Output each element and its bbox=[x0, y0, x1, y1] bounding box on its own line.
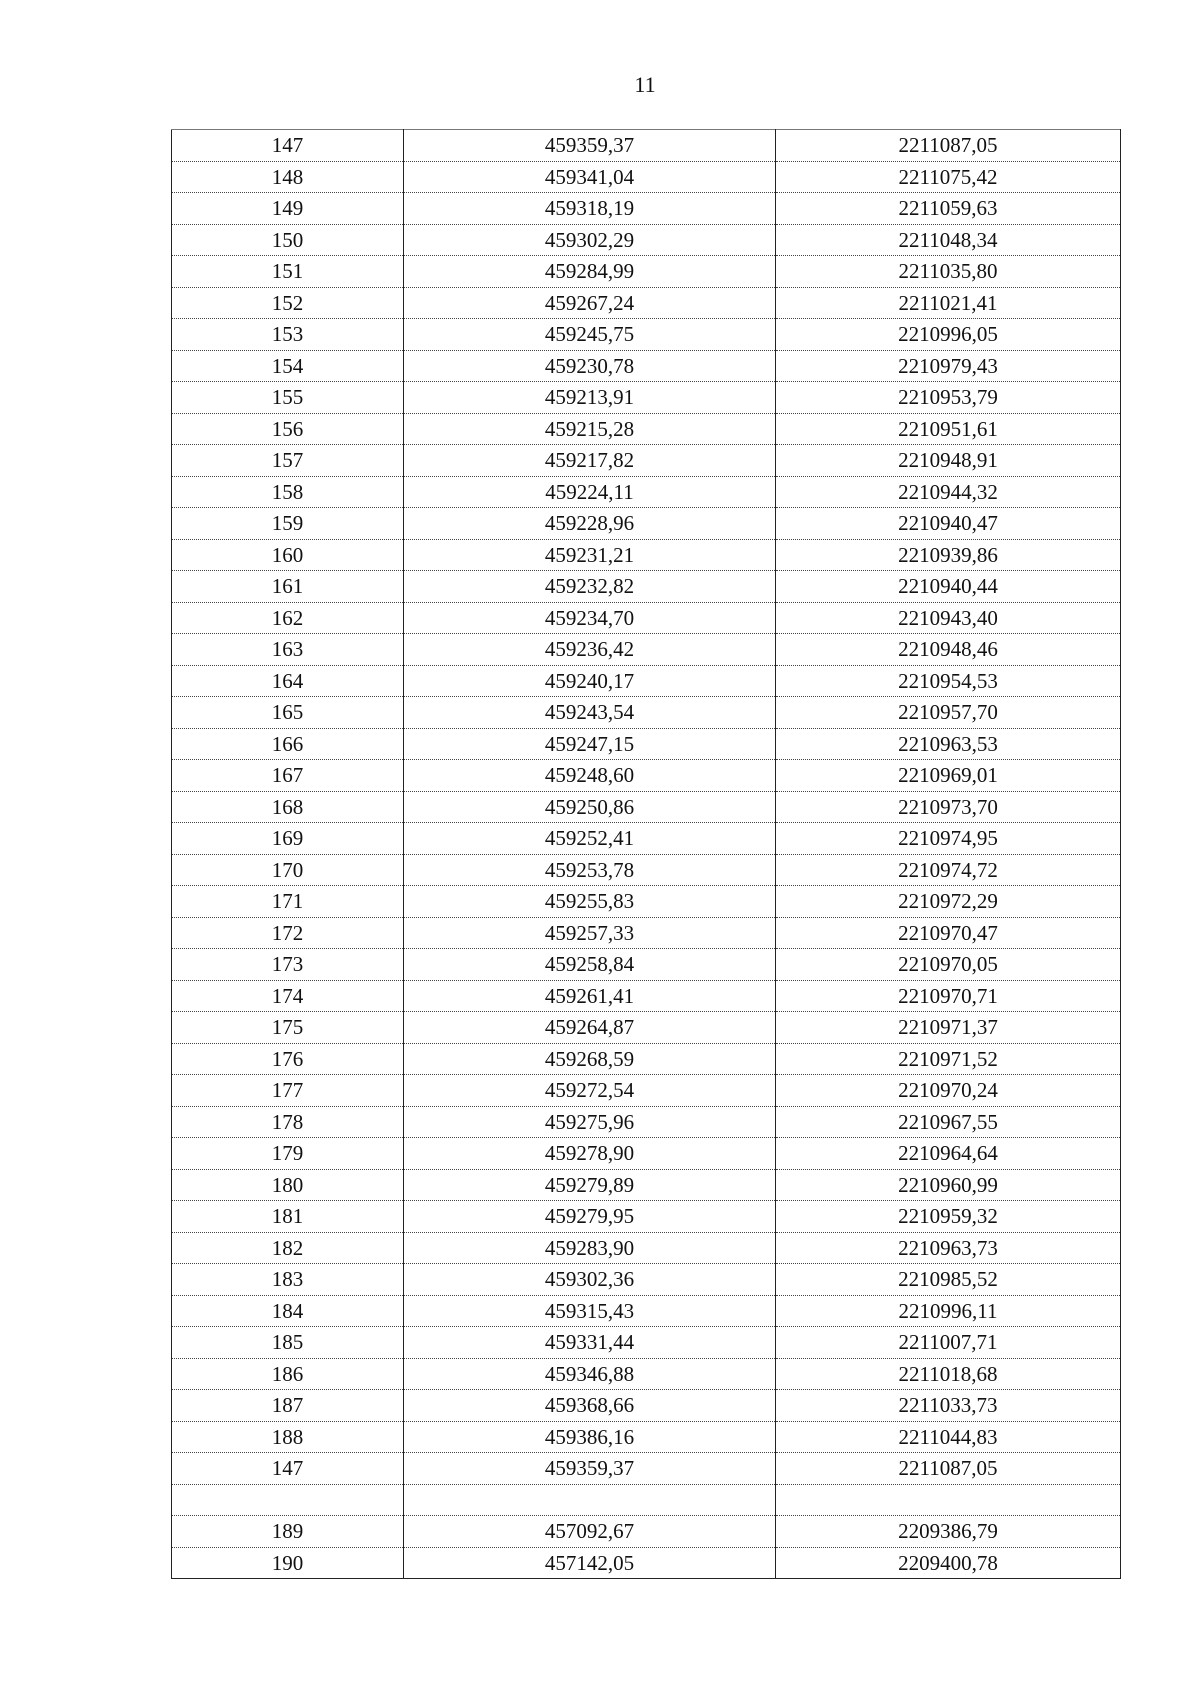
point-number-cell: 170 bbox=[172, 854, 404, 886]
x-coordinate-cell: 459331,44 bbox=[404, 1327, 776, 1359]
table-row bbox=[172, 823, 1121, 855]
x-coordinate-cell: 459275,96 bbox=[404, 1106, 776, 1138]
y-coordinate-cell: 2211007,71 bbox=[776, 1327, 1121, 1359]
point-number-cell: 183 bbox=[172, 1264, 404, 1296]
y-coordinate-cell: 2210972,29 bbox=[776, 886, 1121, 918]
x-coordinate-cell: 459243,54 bbox=[404, 697, 776, 729]
point-number-cell: 157 bbox=[172, 445, 404, 477]
point-number-cell: 181 bbox=[172, 1201, 404, 1233]
table-row bbox=[172, 1421, 1121, 1453]
x-coordinate-cell: 459278,90 bbox=[404, 1138, 776, 1170]
x-coordinate-cell: 459247,15 bbox=[404, 728, 776, 760]
y-coordinate-cell: 2210953,79 bbox=[776, 382, 1121, 414]
y-coordinate-cell: 2211087,05 bbox=[776, 1453, 1121, 1485]
x-coordinate-cell: 459283,90 bbox=[404, 1232, 776, 1264]
x-coordinate-cell: 459248,60 bbox=[404, 760, 776, 792]
point-number-cell: 182 bbox=[172, 1232, 404, 1264]
point-number-cell: 167 bbox=[172, 760, 404, 792]
point-number-cell: 168 bbox=[172, 791, 404, 823]
point-number-cell: 150 bbox=[172, 224, 404, 256]
x-coordinate-cell: 459386,16 bbox=[404, 1421, 776, 1453]
table-row bbox=[172, 476, 1121, 508]
table-row bbox=[172, 256, 1121, 288]
x-coordinate-cell: 459284,99 bbox=[404, 256, 776, 288]
x-coordinate-cell: 459250,86 bbox=[404, 791, 776, 823]
table-row bbox=[172, 1012, 1121, 1044]
x-coordinate-cell: 459346,88 bbox=[404, 1358, 776, 1390]
table-row bbox=[172, 193, 1121, 225]
point-number-cell: 166 bbox=[172, 728, 404, 760]
x-coordinate-cell: 459318,19 bbox=[404, 193, 776, 225]
point-number-cell: 155 bbox=[172, 382, 404, 414]
point-number-cell: 186 bbox=[172, 1358, 404, 1390]
y-coordinate-cell: 2209400,78 bbox=[776, 1547, 1121, 1579]
table-row bbox=[172, 350, 1121, 382]
point-number-cell: 178 bbox=[172, 1106, 404, 1138]
table-row bbox=[172, 980, 1121, 1012]
y-coordinate-cell: 2210944,32 bbox=[776, 476, 1121, 508]
point-number-cell: 156 bbox=[172, 413, 404, 445]
x-coordinate-cell bbox=[404, 1484, 776, 1516]
x-coordinate-cell: 459368,66 bbox=[404, 1390, 776, 1422]
table-row bbox=[172, 1484, 1121, 1516]
y-coordinate-cell: 2211021,41 bbox=[776, 287, 1121, 319]
y-coordinate-cell: 2210963,73 bbox=[776, 1232, 1121, 1264]
point-number-cell: 175 bbox=[172, 1012, 404, 1044]
point-number-cell: 147 bbox=[172, 130, 404, 162]
x-coordinate-cell: 459279,89 bbox=[404, 1169, 776, 1201]
table-row bbox=[172, 1201, 1121, 1233]
coordinates-table-body bbox=[172, 130, 1121, 1579]
table-row bbox=[172, 728, 1121, 760]
y-coordinate-cell: 2210951,61 bbox=[776, 413, 1121, 445]
table-row bbox=[172, 1232, 1121, 1264]
point-number-cell: 163 bbox=[172, 634, 404, 666]
point-number-cell: 158 bbox=[172, 476, 404, 508]
coordinates-table bbox=[171, 129, 1121, 1579]
table-row bbox=[172, 1390, 1121, 1422]
y-coordinate-cell: 2210963,53 bbox=[776, 728, 1121, 760]
x-coordinate-cell: 459255,83 bbox=[404, 886, 776, 918]
y-coordinate-cell: 2210985,52 bbox=[776, 1264, 1121, 1296]
point-number-cell: 177 bbox=[172, 1075, 404, 1107]
point-number-cell: 184 bbox=[172, 1295, 404, 1327]
point-number-cell: 172 bbox=[172, 917, 404, 949]
x-coordinate-cell: 459258,84 bbox=[404, 949, 776, 981]
y-coordinate-cell: 2211035,80 bbox=[776, 256, 1121, 288]
point-number-cell: 154 bbox=[172, 350, 404, 382]
table-row bbox=[172, 319, 1121, 351]
y-coordinate-cell: 2210948,46 bbox=[776, 634, 1121, 666]
y-coordinate-cell: 2210974,72 bbox=[776, 854, 1121, 886]
x-coordinate-cell: 459257,33 bbox=[404, 917, 776, 949]
y-coordinate-cell: 2210996,05 bbox=[776, 319, 1121, 351]
y-coordinate-cell: 2211044,83 bbox=[776, 1421, 1121, 1453]
y-coordinate-cell: 2210959,32 bbox=[776, 1201, 1121, 1233]
table-row bbox=[172, 508, 1121, 540]
point-number-cell: 162 bbox=[172, 602, 404, 634]
x-coordinate-cell: 457142,05 bbox=[404, 1547, 776, 1579]
y-coordinate-cell: 2210971,37 bbox=[776, 1012, 1121, 1044]
point-number-cell: 176 bbox=[172, 1043, 404, 1075]
y-coordinate-cell bbox=[776, 1484, 1121, 1516]
y-coordinate-cell: 2211087,05 bbox=[776, 130, 1121, 162]
table-row bbox=[172, 1043, 1121, 1075]
y-coordinate-cell: 2210971,52 bbox=[776, 1043, 1121, 1075]
table-row bbox=[172, 161, 1121, 193]
table-row bbox=[172, 1106, 1121, 1138]
y-coordinate-cell: 2210957,70 bbox=[776, 697, 1121, 729]
y-coordinate-cell: 2211075,42 bbox=[776, 161, 1121, 193]
table-row bbox=[172, 130, 1121, 162]
y-coordinate-cell: 2211059,63 bbox=[776, 193, 1121, 225]
table-row bbox=[172, 854, 1121, 886]
x-coordinate-cell: 459215,28 bbox=[404, 413, 776, 445]
table-row bbox=[172, 1453, 1121, 1485]
point-number-cell: 173 bbox=[172, 949, 404, 981]
table-row bbox=[172, 1075, 1121, 1107]
table-row bbox=[172, 1169, 1121, 1201]
y-coordinate-cell: 2210970,47 bbox=[776, 917, 1121, 949]
x-coordinate-cell: 459315,43 bbox=[404, 1295, 776, 1327]
x-coordinate-cell: 459279,95 bbox=[404, 1201, 776, 1233]
table-row bbox=[172, 634, 1121, 666]
x-coordinate-cell: 459224,11 bbox=[404, 476, 776, 508]
table-row bbox=[172, 1516, 1121, 1548]
table-row bbox=[172, 539, 1121, 571]
table-row bbox=[172, 1295, 1121, 1327]
x-coordinate-cell: 459228,96 bbox=[404, 508, 776, 540]
table-row bbox=[172, 791, 1121, 823]
y-coordinate-cell: 2209386,79 bbox=[776, 1516, 1121, 1548]
point-number-cell: 174 bbox=[172, 980, 404, 1012]
x-coordinate-cell: 459236,42 bbox=[404, 634, 776, 666]
x-coordinate-cell: 459230,78 bbox=[404, 350, 776, 382]
x-coordinate-cell: 459213,91 bbox=[404, 382, 776, 414]
table-row bbox=[172, 665, 1121, 697]
y-coordinate-cell: 2210969,01 bbox=[776, 760, 1121, 792]
table-row bbox=[172, 697, 1121, 729]
table-row bbox=[172, 886, 1121, 918]
table-row bbox=[172, 917, 1121, 949]
y-coordinate-cell: 2211033,73 bbox=[776, 1390, 1121, 1422]
point-number-cell: 151 bbox=[172, 256, 404, 288]
x-coordinate-cell: 459264,87 bbox=[404, 1012, 776, 1044]
point-number-cell: 169 bbox=[172, 823, 404, 855]
y-coordinate-cell: 2210979,43 bbox=[776, 350, 1121, 382]
point-number-cell: 185 bbox=[172, 1327, 404, 1359]
table-row bbox=[172, 1264, 1121, 1296]
table-row bbox=[172, 1327, 1121, 1359]
x-coordinate-cell: 457092,67 bbox=[404, 1516, 776, 1548]
point-number-cell: 153 bbox=[172, 319, 404, 351]
point-number-cell: 189 bbox=[172, 1516, 404, 1548]
x-coordinate-cell: 459240,17 bbox=[404, 665, 776, 697]
table-row bbox=[172, 1358, 1121, 1390]
point-number-cell: 171 bbox=[172, 886, 404, 918]
x-coordinate-cell: 459217,82 bbox=[404, 445, 776, 477]
point-number-cell: 152 bbox=[172, 287, 404, 319]
table-row bbox=[172, 413, 1121, 445]
table-row bbox=[172, 760, 1121, 792]
point-number-cell: 147 bbox=[172, 1453, 404, 1485]
point-number-cell bbox=[172, 1484, 404, 1516]
table-row bbox=[172, 602, 1121, 634]
y-coordinate-cell: 2210967,55 bbox=[776, 1106, 1121, 1138]
x-coordinate-cell: 459253,78 bbox=[404, 854, 776, 886]
x-coordinate-cell: 459252,41 bbox=[404, 823, 776, 855]
point-number-cell: 161 bbox=[172, 571, 404, 603]
y-coordinate-cell: 2210970,71 bbox=[776, 980, 1121, 1012]
point-number-cell: 165 bbox=[172, 697, 404, 729]
y-coordinate-cell: 2210943,40 bbox=[776, 602, 1121, 634]
x-coordinate-cell: 459267,24 bbox=[404, 287, 776, 319]
point-number-cell: 179 bbox=[172, 1138, 404, 1170]
point-number-cell: 190 bbox=[172, 1547, 404, 1579]
point-number-cell: 188 bbox=[172, 1421, 404, 1453]
y-coordinate-cell: 2210939,86 bbox=[776, 539, 1121, 571]
point-number-cell: 149 bbox=[172, 193, 404, 225]
point-number-cell: 148 bbox=[172, 161, 404, 193]
y-coordinate-cell: 2210960,99 bbox=[776, 1169, 1121, 1201]
x-coordinate-cell: 459245,75 bbox=[404, 319, 776, 351]
y-coordinate-cell: 2210964,64 bbox=[776, 1138, 1121, 1170]
point-number-cell: 164 bbox=[172, 665, 404, 697]
x-coordinate-cell: 459231,21 bbox=[404, 539, 776, 571]
x-coordinate-cell: 459302,36 bbox=[404, 1264, 776, 1296]
x-coordinate-cell: 459341,04 bbox=[404, 161, 776, 193]
y-coordinate-cell: 2210948,91 bbox=[776, 445, 1121, 477]
table-row bbox=[172, 224, 1121, 256]
table-row bbox=[172, 949, 1121, 981]
table-row bbox=[172, 1547, 1121, 1579]
table-row bbox=[172, 445, 1121, 477]
x-coordinate-cell: 459359,37 bbox=[404, 130, 776, 162]
table-row bbox=[172, 287, 1121, 319]
y-coordinate-cell: 2210996,11 bbox=[776, 1295, 1121, 1327]
x-coordinate-cell: 459302,29 bbox=[404, 224, 776, 256]
y-coordinate-cell: 2210970,24 bbox=[776, 1075, 1121, 1107]
point-number-cell: 180 bbox=[172, 1169, 404, 1201]
y-coordinate-cell: 2210974,95 bbox=[776, 823, 1121, 855]
y-coordinate-cell: 2211018,68 bbox=[776, 1358, 1121, 1390]
y-coordinate-cell: 2210940,44 bbox=[776, 571, 1121, 603]
y-coordinate-cell: 2211048,34 bbox=[776, 224, 1121, 256]
page-number: 11 bbox=[634, 72, 656, 97]
y-coordinate-cell: 2210940,47 bbox=[776, 508, 1121, 540]
y-coordinate-cell: 2210970,05 bbox=[776, 949, 1121, 981]
x-coordinate-cell: 459359,37 bbox=[404, 1453, 776, 1485]
y-coordinate-cell: 2210973,70 bbox=[776, 791, 1121, 823]
table-row bbox=[172, 571, 1121, 603]
point-number-cell: 187 bbox=[172, 1390, 404, 1422]
table-row bbox=[172, 1138, 1121, 1170]
point-number-cell: 159 bbox=[172, 508, 404, 540]
point-number-cell: 160 bbox=[172, 539, 404, 571]
x-coordinate-cell: 459268,59 bbox=[404, 1043, 776, 1075]
x-coordinate-cell: 459272,54 bbox=[404, 1075, 776, 1107]
x-coordinate-cell: 459232,82 bbox=[404, 571, 776, 603]
x-coordinate-cell: 459261,41 bbox=[404, 980, 776, 1012]
table-row bbox=[172, 382, 1121, 414]
x-coordinate-cell: 459234,70 bbox=[404, 602, 776, 634]
y-coordinate-cell: 2210954,53 bbox=[776, 665, 1121, 697]
